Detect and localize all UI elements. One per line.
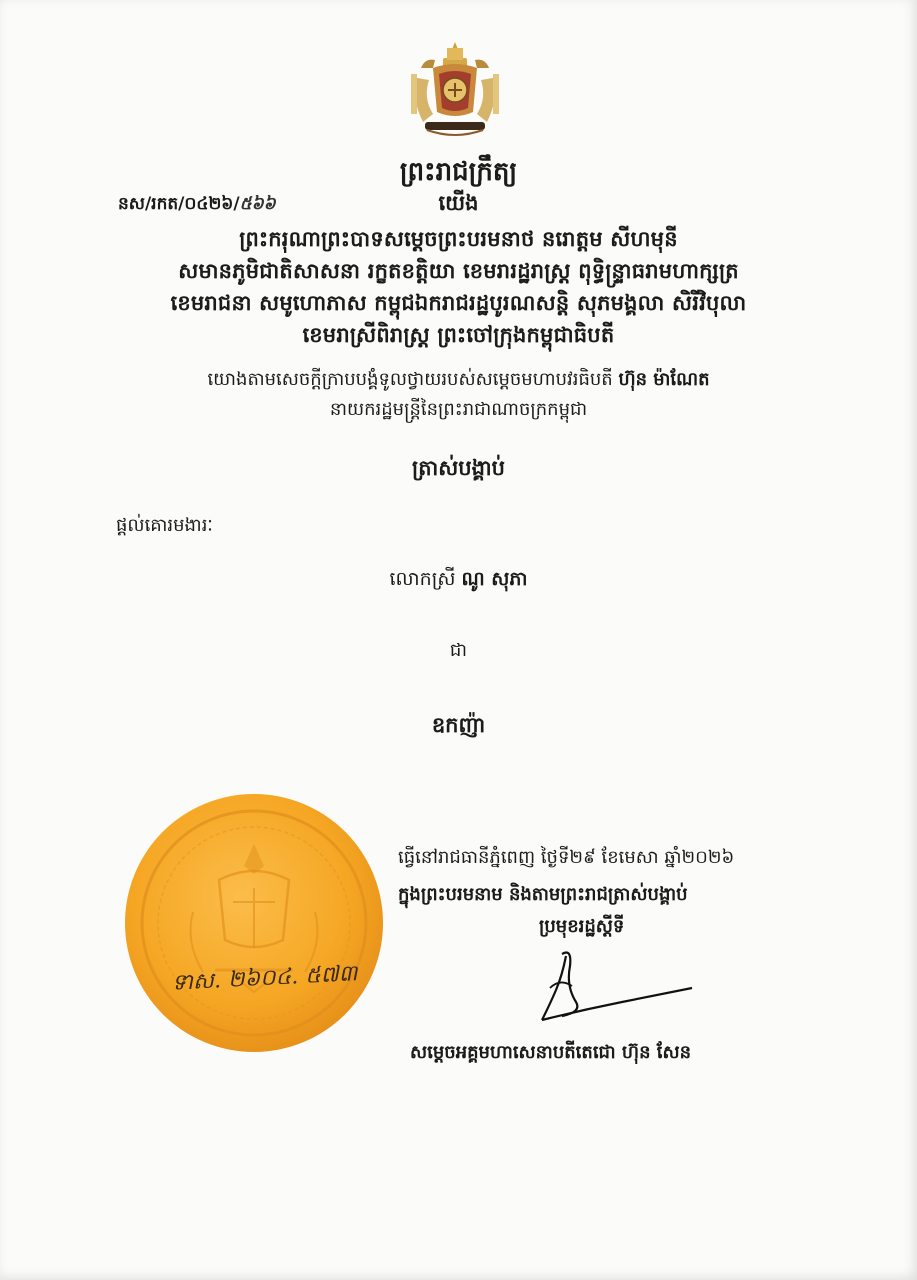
recipient-name: ណូ សុភា [461, 568, 528, 590]
grant-line: ផ្តល់គោរមងារៈ [116, 515, 213, 536]
seal-handwritten-number: ទាស. ២៦០៤. ៥៧៣ [171, 961, 359, 996]
basis-line-1-text: យោងតាមសេចក្តីក្រាបបង្គំទូលថ្វាយរបស់សម្តេចមហាបវរធិបតី [207, 369, 613, 390]
signer-name: សម្តេចអគ្គមហាសេនាបតីតេជោ ហ៊ុន សែន [410, 1042, 692, 1063]
acting-head-of-state-line: ប្រមុខរដ្ឋស្តីទី [539, 916, 625, 937]
king-title-line-1: ព្រះករុណាព្រះបាទសម្តេចព្រះបរមនាថ នរោត្តម សីហមុនី [239, 227, 678, 251]
we-heading: យើង [438, 191, 479, 215]
royal-authority-line: ក្នុងព្រះបរមនាម និងតាមព្រះរាជត្រាស់បង្គាប់ [398, 884, 688, 905]
decree-heading: ត្រាស់បង្គាប់ [412, 456, 505, 480]
king-title-line-3: ខេមរាជនា សមូហោភាស កម្ពុជឯករាជរដ្ឋបូរណសន្តិ សុភមង្គលា សិរីវិបុលា [170, 291, 747, 315]
royal-arms-emblem-icon [403, 38, 507, 142]
reference-handwritten-number: ៥៦៦ [239, 194, 276, 214]
date-line: ធ្វើនៅរាជធានីភ្នំពេញ ថ្ងៃទី២៩ ខែមេសា ឆ្នាំ២០២៦ [398, 847, 735, 868]
prime-minister-name: ហ៊ុន ម៉ាណែត [618, 369, 710, 390]
king-title-line-4: ខេមរាស្រីពិរាស្ត្រ ព្រះចៅក្រុងកម្ពុជាធិបតី [302, 323, 615, 347]
decree-title: ព្រះរាជក្រឹត្យ [399, 157, 518, 187]
rank-title: ឧកញ៉ា [431, 713, 486, 737]
royal-seal-icon [123, 792, 385, 1054]
king-title-line-2: សមានភូមិជាតិសាសនា រក្ខតខត្តិយា ខេមរារដ្ឋរាស្ត្រ ពុទ្ធិន្ទ្រាធរាមហាក្សត្រ [178, 259, 739, 283]
basis-line-2: នាយករដ្ឋមន្ត្រីនៃព្រះរាជាណាចក្រកម្ពុជា [329, 399, 588, 420]
handwritten-signature-icon [536, 948, 696, 1028]
reference-prefix: នស/រកត/០៤២៦/ [118, 194, 240, 214]
basis-line-1 [60, 367, 857, 394]
as-label: ជា [449, 640, 468, 661]
recipient-line [60, 567, 857, 595]
recipient-title: លោកស្រី [389, 568, 456, 590]
